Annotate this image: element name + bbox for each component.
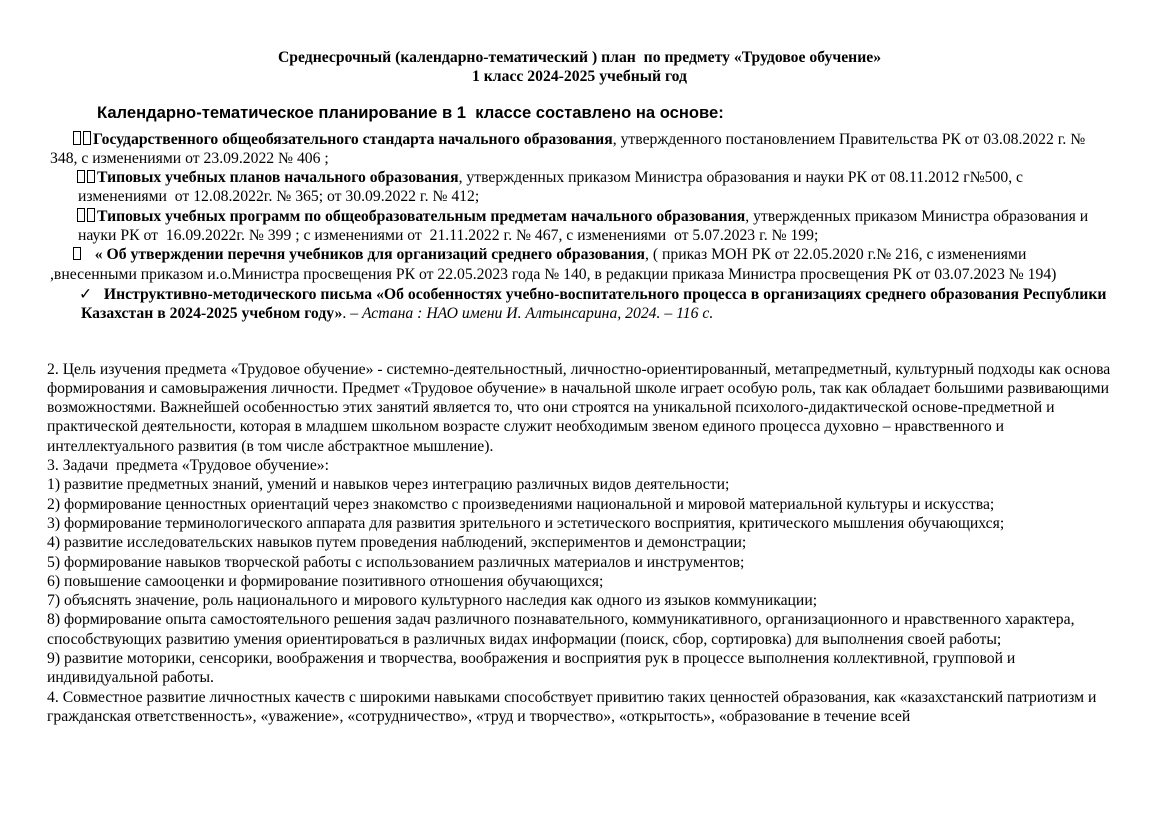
missing-glyph-icon — [73, 247, 81, 261]
checkmark-icon: ✓ — [79, 283, 93, 303]
paragraph: 7) объяснять значение, роль национального и мирового культурного наследия как одного из языков коммуникации; — [47, 592, 818, 610]
paragraph: 2) формирование ценностных ориентаций через знакомство с произведениями национальной и мировой материальной культуры и искусства; — [47, 495, 995, 513]
text-run: Типовых учебных планов начального образования — [97, 169, 459, 187]
basis-item — [47, 245, 1112, 284]
paragraph: 1) развитие предметных знаний, умений и навыков через интеграцию различных видов деятельности; — [47, 476, 730, 494]
text-run: . — [342, 305, 351, 323]
paragraph: 3. Задачи предмета «Трудовое обучение»: — [47, 457, 329, 475]
paragraph: 4. Совместное развитие личностных качеств с широкими навыками способствует привитию таких ценностей образования, как «казахстанский патриотизм и гражданская ответственность», «уважение», «сотрудничество», «труд и творчество», «открытость», «образование в течение всей — [47, 688, 1101, 725]
paragraph: 5) формирование навыков творческой работы с использованием различных материалов и инструментов; — [47, 553, 745, 571]
text-run — [83, 246, 95, 263]
missing-glyph-icon — [87, 208, 95, 222]
missing-glyph-icon — [77, 208, 85, 222]
basis-item — [47, 207, 1112, 246]
text-run: , утвержденных приказом Министра образования и науки РК от 08.11.2012 г№500, с изменениями от 12.08.2022г. № 365; от 30.09.2022 г. № 412; — [78, 169, 1027, 206]
missing-glyph-icon — [87, 170, 95, 184]
missing-glyph-icon — [77, 170, 85, 184]
paragraph: 9) развитие моторики, сенсорики, воображения и творчества, воображения и восприятия рук в процессе выполнения коллективной, групповой и индивидуальной работы. — [47, 650, 1020, 687]
paragraph: 8) формирование опыта самостоятельного решения задач различного познавательного, коммуникативного, организационного и нравственного характера, способствующих развитию умения ориентироваться в различных видах информации (поиск, сбор, сортировка) для выполнения своей работы; — [47, 611, 1079, 648]
missing-glyph-icon — [83, 131, 91, 145]
text-run: , утвержденного постановлением Правительства РК от 03.08.2022 г. № 348, с изменениями от 23.09.2022 № 406 ; — [50, 130, 1090, 167]
document-title-line1: Среднесрочный (календарно-тематический ) план по предмету «Трудовое обучение» — [277, 49, 882, 66]
text-run: , утвержденных приказом Министра образования и науки РК от 16.09.2022г. № 399 ; с изменениями от 21.11.2022 г. № 467, с изменениями от 5.07.2023 г. № 199; — [78, 207, 1093, 245]
text-run: « Об утверждении перечня учебников для организаций среднего образования — [94, 246, 645, 264]
text-run: , ( приказ МОН РК от 22.05.2020 г.№ 216, с изменениями ,внесенными приказом и.о.Министра просвещения РК от 22.05.2023 года № 140, в редакции приказа Министра просвещения РК от 03.07.2023 № 194) — [50, 246, 1057, 283]
body-paragraphs — [47, 360, 1115, 727]
text-run — [92, 286, 104, 303]
paragraph: 4) развитие исследовательских навыков путем проведения наблюдений, экспериментов и демонстрации; — [47, 534, 747, 552]
paragraph: 6) повышение самооценки и формирование позитивного отношения обучающихся; — [47, 572, 604, 590]
paragraph: 2. Цель изучения предмета «Трудовое обучение» - системно-деятельностный, личностно-ориентированный, метапредметный, культурный подходы как основа формирования и самовыражения личности. Предмет «Трудовое обучение» в начальной школе играет особую роль, так как обладает большими развивающими возможностями. Важнейшей особенностью этих занятий является то, что они строятся на уникальной психолого-дидактической основе-предметной и практической деятельности, которая в младшем школьном возрасте служит необходимым звеном единого процесса духовно – нравственного и интеллектуального развития (в том числе абстрактное мышление). — [47, 360, 1115, 455]
basis-item — [47, 284, 1112, 324]
text-run: – Астана : НАО имени И. Алтынсарина, 2024. – 116 с. — [350, 305, 714, 323]
basis-item — [47, 168, 1112, 207]
section-heading: Календарно-тематическое планирование в 1 классе составлено на основе: — [97, 102, 724, 122]
paragraph: 3) формирование терминологического аппарата для развития зрительного и эстетического восприятия, критического мышления обучающихся; — [47, 514, 1005, 532]
basis-list — [47, 130, 1112, 324]
document-title-line2: 1 класс 2024-2025 учебный год — [472, 68, 687, 86]
basis-item — [47, 130, 1112, 169]
missing-glyph-icon — [73, 131, 81, 145]
text-run: Государственного общеобязательного стандарта начального образования — [93, 130, 613, 148]
text-run: Инструктивно-методического письма «Об особенностях учебно-воспитательного процесса в организациях среднего образования Республики Казахстан в 2024-2025 учебном году» — [81, 285, 1111, 323]
text-run: Типовых учебных программ по общеобразовательным предметам начального образования — [97, 207, 746, 225]
